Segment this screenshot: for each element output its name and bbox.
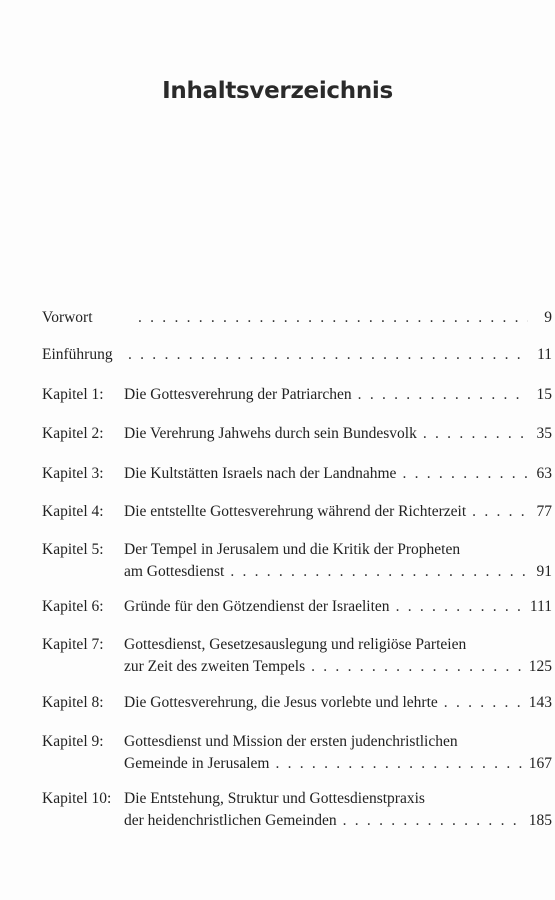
toc-page-number: 63 (536, 465, 552, 482)
toc-entry-title-cont: zur Zeit des zweiten Tempels (124, 658, 306, 675)
toc-entry-title: Die Verehrung Jahwehs durch sein Bundesvolk (124, 425, 417, 442)
toc-entry-title: Gottesdienst, Gesetzesauslegung und religiöse Parteien (124, 636, 467, 653)
toc-entry-title-cont: Gemeinde in Jerusalem (124, 755, 270, 772)
toc-page-number: 111 (529, 598, 552, 615)
dot-leader (423, 423, 528, 445)
toc-entry-label: Kapitel 9: (42, 733, 104, 750)
toc-entry-label: Kapitel 2: (42, 425, 104, 442)
toc-entry-title: Die Gottesverehrung, die Jesus vorlebte und lehrte (124, 694, 438, 711)
toc-page-number: 91 (536, 563, 552, 580)
toc-page-number: 11 (537, 346, 552, 363)
toc-entry-title: Gottesdienst und Mission der ersten judenchristlichen (124, 733, 458, 750)
toc-page-number: 125 (528, 658, 552, 675)
toc-entry-label: Kapitel 8: (42, 694, 104, 711)
dot-leader (275, 753, 522, 775)
dot-leader (311, 656, 523, 678)
toc-page-number: 143 (528, 694, 552, 711)
toc-entry-label: Einführung (42, 346, 113, 363)
dot-leader (472, 501, 528, 523)
toc-entry-title: Der Tempel in Jerusalem und die Kritik der Propheten (124, 541, 461, 558)
toc-entry-label: Kapitel 6: (42, 598, 104, 615)
dot-leader (138, 307, 528, 329)
toc-page-number: 35 (536, 425, 552, 442)
dot-leader (402, 463, 528, 485)
toc-entry-label: Vorwort (42, 309, 93, 326)
toc-page-number: 9 (544, 309, 552, 326)
dot-leader (230, 561, 528, 583)
dot-leader (396, 596, 524, 618)
dot-leader (444, 692, 523, 714)
toc-entry-label: Kapitel 10: (42, 790, 112, 807)
dot-leader (358, 384, 528, 406)
toc-page-number: 185 (528, 812, 552, 829)
toc-entry-label: Kapitel 5: (42, 541, 104, 558)
toc-entry-label: Kapitel 1: (42, 386, 104, 403)
toc-entry-title: Die Gottesverehrung der Patriarchen (124, 386, 352, 403)
toc-entry-title: Die entstellte Gottesverehrung während der Richterzeit (124, 503, 467, 520)
toc-entry-label: Kapitel 3: (42, 465, 104, 482)
toc-entry-title: Gründe für den Götzendienst der Israeliten (124, 598, 390, 615)
toc-entry-title-cont: der heidenchristlichen Gemeinden (124, 812, 337, 829)
toc-entry-title-cont: am Gottesdienst (124, 563, 225, 580)
dot-leader (343, 810, 523, 832)
toc-entry-title: Die Entstehung, Struktur und Gottesdienstpraxis (124, 790, 425, 807)
toc-page-number: 167 (528, 755, 552, 772)
toc-entry-label: Kapitel 4: (42, 503, 104, 520)
toc-page-number: 15 (536, 386, 552, 403)
toc-page-number: 77 (536, 503, 552, 520)
page-title: Inhaltsverzeichnis (162, 78, 393, 104)
dot-leader (128, 344, 528, 366)
toc-entry-title: Die Kultstätten Israels nach der Landnahme (124, 465, 397, 482)
toc-entry-label: Kapitel 7: (42, 636, 104, 653)
